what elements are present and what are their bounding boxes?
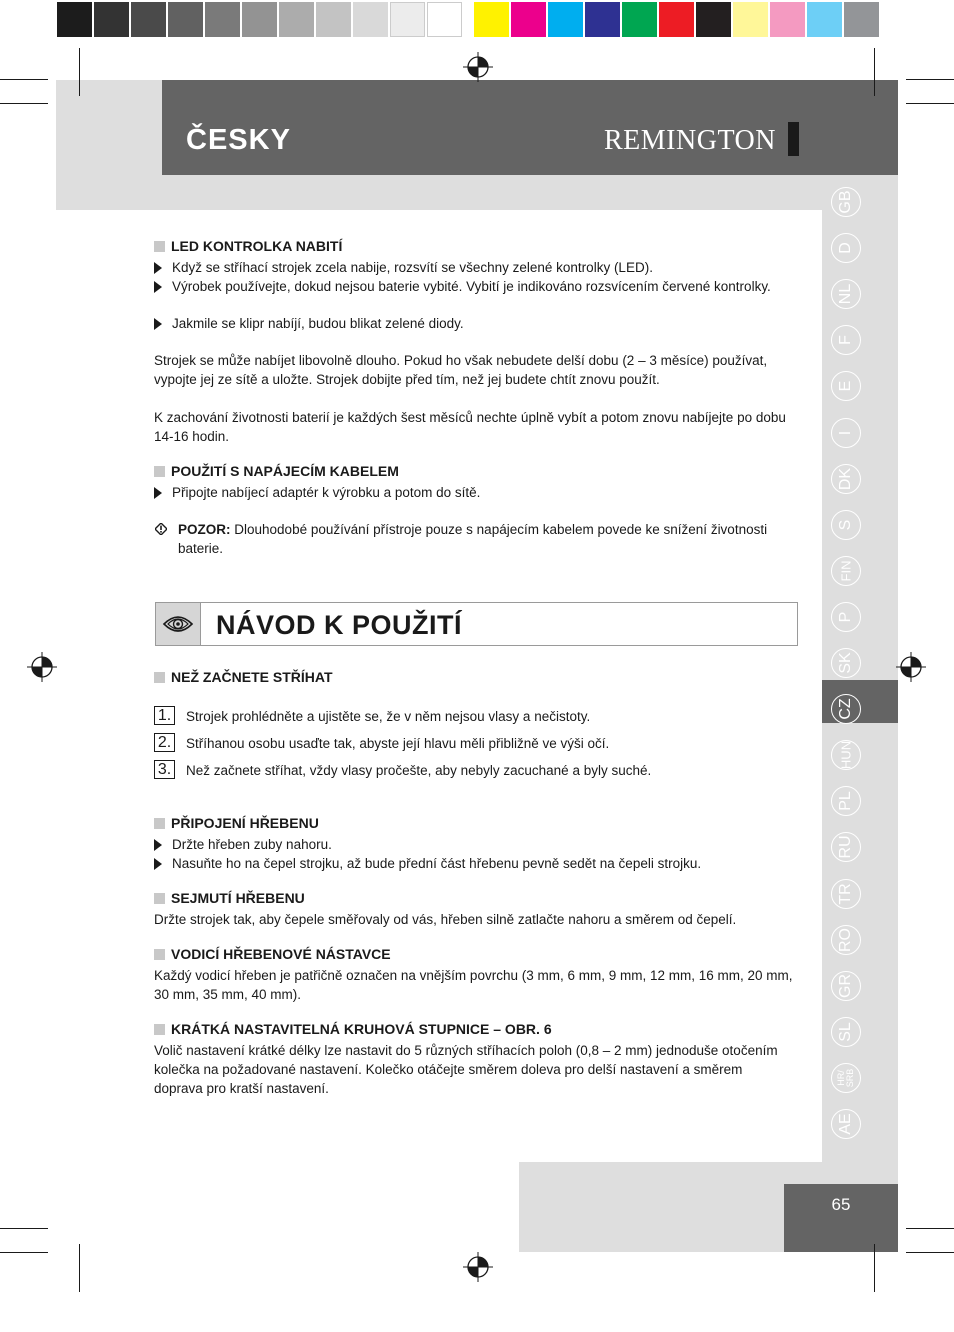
language-tab-gb[interactable]: [831, 187, 861, 217]
section-heading-dial: KRÁTKÁ NASTAVITELNÁ KRUHOVÁ STUPNICE – OBR. 6: [154, 1021, 552, 1037]
list-item: Když se stříhací strojek zcela nabije, rozsvítí se všechny zelené kontrolky (LED).: [154, 258, 794, 277]
square-bullet-icon: [154, 672, 165, 683]
language-tab-d[interactable]: [831, 233, 861, 263]
crop-mark: [874, 1244, 875, 1292]
color-calibration-bar: [57, 2, 881, 37]
brand-logo: REMINGTON: [604, 125, 776, 156]
language-tab-label: E: [837, 381, 854, 392]
language-tab-label: GR: [837, 973, 854, 998]
triangle-bullet-icon: [154, 318, 162, 330]
color-swatch: [205, 2, 240, 37]
triangle-bullet-icon: [154, 487, 162, 499]
page-number-box: [784, 1184, 898, 1252]
color-swatch: [57, 2, 92, 37]
crop-mark: [906, 79, 954, 80]
registration-mark-icon: [896, 652, 926, 682]
list-item: Jakmile se klipr nabíjí, budou blikat zelené diody.: [154, 314, 794, 333]
color-swatch: [733, 2, 768, 37]
main-heading-title: NÁVOD K POUŽITÍ: [216, 610, 463, 640]
square-bullet-icon: [154, 241, 165, 252]
color-swatch: [242, 2, 277, 37]
paragraph: Držte strojek tak, aby čepele směřovaly od vás, hřeben silně zatlačte nahoru a směrem od čepelí.: [154, 912, 737, 927]
language-tab-ro[interactable]: [831, 925, 861, 955]
language-tab-s[interactable]: [831, 510, 861, 540]
language-tab-label: HUN: [838, 741, 854, 770]
numbered-step: 1. Strojek prohlédněte a ujistěte se, že v něm nejsou vlasy a nečistoty.: [154, 706, 794, 726]
color-swatch: [548, 2, 583, 37]
crop-mark: [906, 1228, 954, 1229]
section-heading-cable: POUŽITÍ S NAPÁJECÍM KABELEM: [154, 463, 399, 479]
language-tab-label: HR/ SRB: [836, 1068, 855, 1088]
language-tab-p[interactable]: [831, 602, 861, 632]
language-tab-tr[interactable]: [831, 879, 861, 909]
language-tab-label: D: [837, 242, 854, 254]
paragraph: Volič nastavení krátké délky lze nastavit do 5 různých stříhacích poloh (0,8 – 2 mm) jednoduše otočením kolečka na požadované nastavení. Kolečko otáčejte směrem doleva pro delší nastavení a směrem doprava pro kratší nastavení.: [154, 1043, 778, 1096]
color-swatch: [770, 2, 805, 37]
language-tab-ae[interactable]: [831, 1109, 861, 1139]
list-item: Výrobek používejte, dokud nejsou baterie vybité. Vybití je indikováno rozsvícením červené kontrolky.: [154, 277, 794, 296]
crop-mark: [0, 1252, 48, 1253]
warning-text: Dlouhodobé používání přístroje pouze s napájecím kabelem povede ke snížení životnosti baterie.: [178, 522, 768, 556]
color-swatch: [168, 2, 203, 37]
section-heading-led: LED KONTROLKA NABITÍ: [154, 238, 342, 254]
warning-diamond-icon: [155, 523, 167, 535]
color-swatch: [316, 2, 351, 37]
color-swatch: [696, 2, 731, 37]
language-tab-sk[interactable]: [831, 648, 861, 678]
color-swatch: [427, 2, 462, 37]
color-swatch: [807, 2, 842, 37]
language-tab-hrsrb[interactable]: [831, 1063, 861, 1093]
crop-mark: [906, 1252, 954, 1253]
square-bullet-icon: [154, 818, 165, 829]
color-swatch: [279, 2, 314, 37]
triangle-bullet-icon: [154, 281, 162, 293]
main-section-heading: [155, 602, 798, 646]
language-tab-fin[interactable]: [831, 556, 861, 586]
paragraph: Každý vodicí hřeben je patřičně označen na vnějším povrchu (3 mm, 6 mm, 9 mm, 12 mm, 16 mm, 20 mm, 30 mm, 35 mm, 40 mm).: [154, 968, 793, 1002]
language-tab-cz[interactable]: [831, 694, 861, 724]
language-tab-label: RU: [837, 835, 854, 859]
language-tab-label: P: [837, 611, 854, 623]
page-header: [162, 80, 898, 175]
language-tab-label: SK: [837, 652, 854, 674]
section-heading-remove: SEJMUTÍ HŘEBENU: [154, 890, 305, 906]
crop-mark: [79, 1244, 80, 1292]
list-item: Připojte nabíjecí adaptér k výrobku a potom do sítě.: [154, 483, 794, 502]
triangle-bullet-icon: [154, 262, 162, 274]
language-tab-i[interactable]: [831, 418, 861, 448]
paragraph: Strojek se může nabíjet libovolně dlouho. Pokud ho však nebudete delší dobu (2 – 3 měsíce) používat, vypojte jej ze sítě a uložte. Strojek dobijte před tím, než jej budete chtít znovu použít.: [154, 353, 768, 387]
crop-mark: [906, 103, 954, 104]
warning-label: POZOR:: [178, 522, 231, 537]
language-tab-label: NL: [837, 283, 854, 305]
color-swatch: [131, 2, 166, 37]
language-tab-label: I: [837, 430, 854, 435]
crop-mark: [79, 48, 80, 96]
color-swatch: [474, 2, 509, 37]
triangle-bullet-icon: [154, 839, 162, 851]
numbered-step: 2. Stříhanou osobu usaďte tak, abyste její hlavu měli přibližně ve výši očí.: [154, 733, 794, 753]
language-tab-label: RO: [837, 927, 854, 952]
language-tab-label: PL: [837, 791, 854, 812]
registration-mark-icon: [463, 1252, 493, 1282]
numbered-step: 3. Než začnete stříhat, vždy vlasy pročešte, aby nebyly zacuchané a byly suché.: [154, 760, 794, 780]
language-tab-gr[interactable]: [831, 971, 861, 1001]
section-heading-guides: VODICÍ HŘEBENOVÉ NÁSTAVCE: [154, 946, 391, 962]
language-tab-sl[interactable]: [831, 1017, 861, 1047]
registration-mark-icon: [27, 652, 57, 682]
crop-mark: [0, 79, 48, 80]
list-item: Držte hřeben zuby nahoru.: [154, 835, 794, 854]
square-bullet-icon: [154, 949, 165, 960]
color-swatch: [585, 2, 620, 37]
eye-icon-box: [156, 603, 201, 645]
section-heading-attach: PŘIPOJENÍ HŘEBENU: [154, 815, 319, 831]
page-number: 65: [831, 1195, 851, 1214]
square-bullet-icon: [154, 1024, 165, 1035]
crop-mark: [0, 1228, 48, 1229]
crop-mark: [0, 103, 48, 104]
color-swatch: [94, 2, 129, 37]
language-tab-label: GB: [837, 190, 854, 214]
language-tab-label: DK: [837, 467, 854, 490]
language-tab-label: AE: [837, 1113, 854, 1135]
language-tab-dk[interactable]: [831, 464, 861, 494]
language-tab-nl[interactable]: [831, 279, 861, 309]
color-swatch: [353, 2, 388, 37]
color-swatch: [622, 2, 657, 37]
eye-icon: [162, 613, 194, 635]
registration-mark-icon: [463, 52, 493, 82]
crop-mark: [874, 48, 875, 96]
language-tab-hun[interactable]: [831, 740, 861, 770]
color-swatch: [390, 2, 425, 37]
language-tab-label: FIN: [838, 560, 854, 582]
warning-note: [154, 520, 794, 558]
page-title: ČESKY: [186, 124, 291, 156]
color-swatch: [511, 2, 546, 37]
swatch-gap: [464, 2, 472, 37]
language-tab-label: TR: [837, 882, 854, 905]
square-bullet-icon: [154, 893, 165, 904]
language-tab-label: S: [837, 519, 854, 531]
color-swatch: [844, 2, 879, 37]
language-tab-label: F: [837, 335, 854, 346]
triangle-bullet-icon: [154, 858, 162, 870]
square-bullet-icon: [154, 466, 165, 477]
language-tab-label: SL: [837, 1022, 854, 1042]
language-tab-label: CZ: [837, 698, 854, 720]
color-swatch: [659, 2, 694, 37]
brand-logo-bar: [788, 122, 799, 156]
section-heading-before: NEŽ ZAČNETE STŘÍHAT: [154, 669, 333, 685]
paragraph: K zachování životnosti baterií je každých šest měsíců nechte úplně vybít a potom znovu nabíjejte po dobu 14-16 hodin.: [154, 410, 786, 444]
list-item: Nasuňte ho na čepel strojku, až bude přední část hřebenu pevně sedět na čepeli strojku.: [154, 854, 794, 873]
